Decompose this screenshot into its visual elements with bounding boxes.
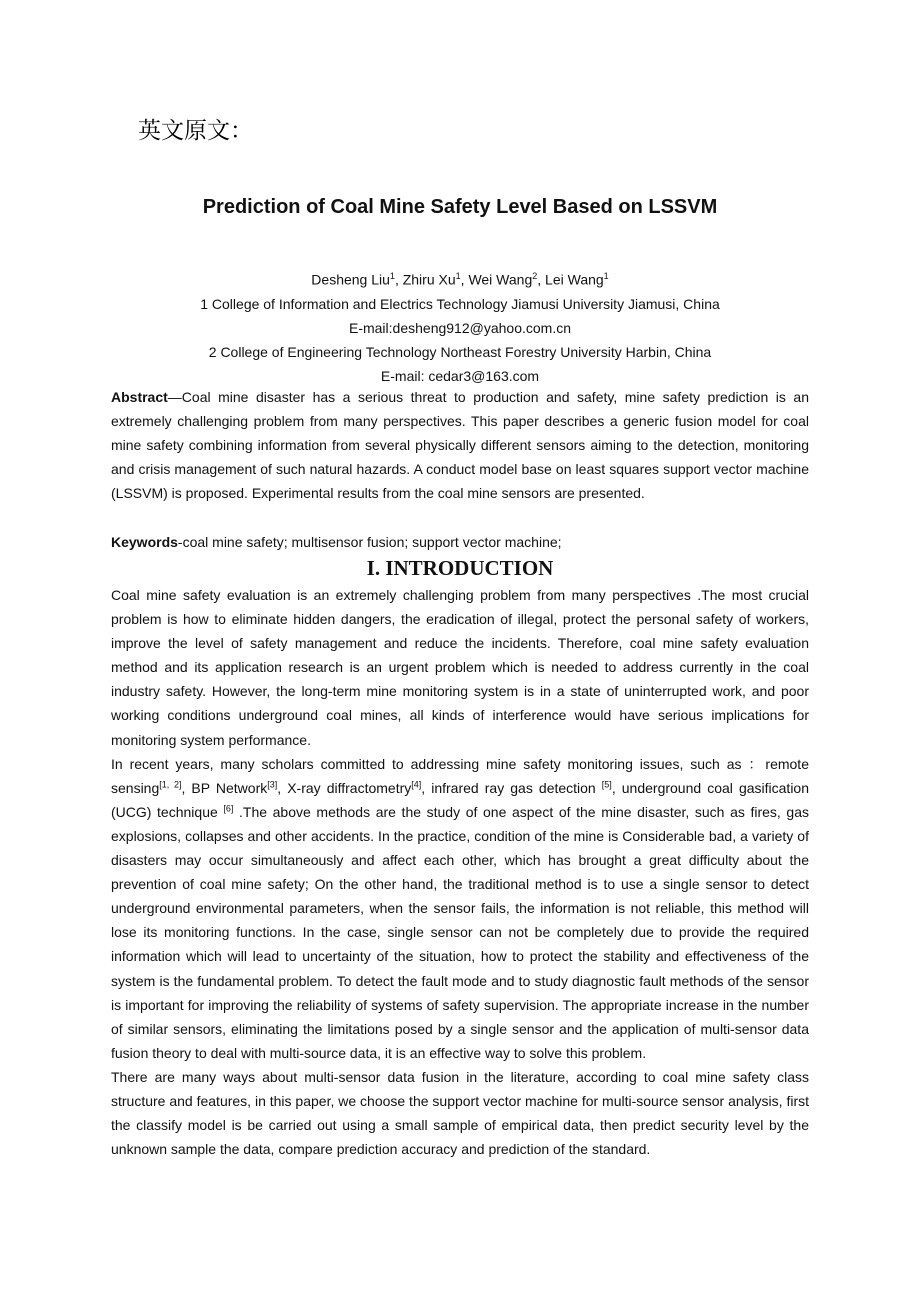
- paper-title: Prediction of Coal Mine Safety Level Based on LSSVM: [202, 196, 718, 218]
- author-affiliation-mark: 1: [455, 271, 461, 281]
- author-line: [0, 264, 920, 292]
- section-heading-introduction: I. INTRODUCTION: [366, 556, 554, 580]
- text-run: , X-ray diffractometry: [277, 779, 412, 796]
- intro-paragraph-2: [111, 752, 809, 1065]
- abstract: [111, 385, 809, 505]
- keywords: [111, 530, 809, 554]
- intro-paragraph-1: Coal mine safety evaluation is an extremely challenging problem from many perspectives .The most crucial problem is how to eliminate hidden dangers, the eradication of illegal, protect the personal safety of workers, improve the level of safety management and reduce the incidents. Therefore, coal mine safety evaluation method and its application research is an urgent problem which is needed to address currently in the coal industry safety. However, the long-term mine monitoring system is in a state of uninterrupted work, and poor working conditions underground coal mines, all kinds of interference would have serious implications for monitoring system performance.: [111, 587, 809, 748]
- citation-mark: [5]: [601, 779, 612, 790]
- author-separator: ,: [537, 271, 546, 288]
- keywords-text: -coal mine safety; multisensor fusion; support vector machine;: [177, 534, 562, 550]
- citation-mark: [1, 2]: [159, 779, 182, 790]
- text-run: In recent years, many scholars committed to addressing mine safety monitoring issues, such as ：remote sensing: [111, 755, 809, 796]
- citation-mark: [3]: [267, 779, 278, 790]
- affiliation-1: 1 College of Information and Electrics Technology Jiamusi University Jiamusi, China: [200, 295, 720, 312]
- author-block: [0, 264, 920, 388]
- text-run: .The above methods are the study of one aspect of the mine disaster, such as fires, gas explosions, collapses and other accidents. In the practice, condition of the mine is Considerable bad, a variety of disasters may occur simultaneously and affect each other, which has brought a great difficulty about the prevention of coal mine safety; On the other hand, the traditional method is to use a single sensor to detect underground environmental parameters, when the sensor fails, the information is not reliable, this method will lose its monitoring functions. In the case, single sensor can not be completely due to provide the required information which will lead to uncertainty of the situation, how to protect the stability and effectiveness of the system is the fundamental problem. To detect the fault mode and to study diagnostic fault methods of the sensor is important for improving the reliability of systems of safety supervision. The appropriate increase in the number of similar sensors, eliminating the limitations posed by a single sensor and the application of multi-sensor data fusion theory to deal with multi-source data, it is an effective way to solve this problem.: [111, 803, 810, 1061]
- author-separator: ,: [394, 271, 403, 288]
- affiliation-2: 2 College of Engineering Technology Northeast Forestry University Harbin, China: [208, 343, 712, 360]
- author-name: Desheng Liu: [311, 271, 390, 288]
- author-affiliation-mark: 1: [389, 271, 395, 281]
- citation-mark: [4]: [411, 779, 422, 790]
- abstract-label: Abstract: [111, 389, 168, 405]
- author-affiliation-mark: 2: [532, 271, 538, 281]
- author-separator: ,: [460, 271, 469, 288]
- email-2: E-mail: cedar3@163.com: [380, 367, 540, 384]
- author-affiliation-mark: 1: [603, 271, 609, 281]
- author-name: Wei Wang: [468, 271, 533, 288]
- chinese-section-heading: 英文原文：: [138, 118, 253, 144]
- email-1: E-mail:desheng912@yahoo.com.cn: [348, 319, 571, 336]
- citation-mark: [6]: [223, 803, 234, 814]
- author-name: Zhiru Xu: [402, 271, 456, 288]
- text-run: , infrared ray gas detection: [421, 779, 602, 796]
- text-run: , BP Network: [181, 779, 268, 796]
- author-name: Lei Wang: [545, 271, 604, 288]
- abstract-text: —Coal mine disaster has a serious threat to production and safety, mine safety prediction is an extremely challenging problem from many perspectives. This paper describes a generic fusion model for coal mine safety combining information from several physically different sensors aiming to the detection, monitoring and crisis management of such natural hazards. A conduct model base on least squares support vector machine (LSSVM) is proposed. Experimental results from the coal mine sensors are presented.: [111, 389, 809, 502]
- keywords-label: Keywords: [111, 534, 178, 550]
- introduction-body: [111, 583, 809, 1161]
- text-run: , underground coal gasification (UCG) technique: [111, 779, 810, 820]
- intro-paragraph-3: There are many ways about multi-sensor data fusion in the literature, according to coal mine safety class structure and features, in this paper, we choose the support vector machine for multi-source sensor analysis, first the classify model is be carried out using a small sample of empirical data, then predict security level by the unknown sample the data, compare prediction accuracy and prediction of the standard.: [111, 1068, 809, 1158]
